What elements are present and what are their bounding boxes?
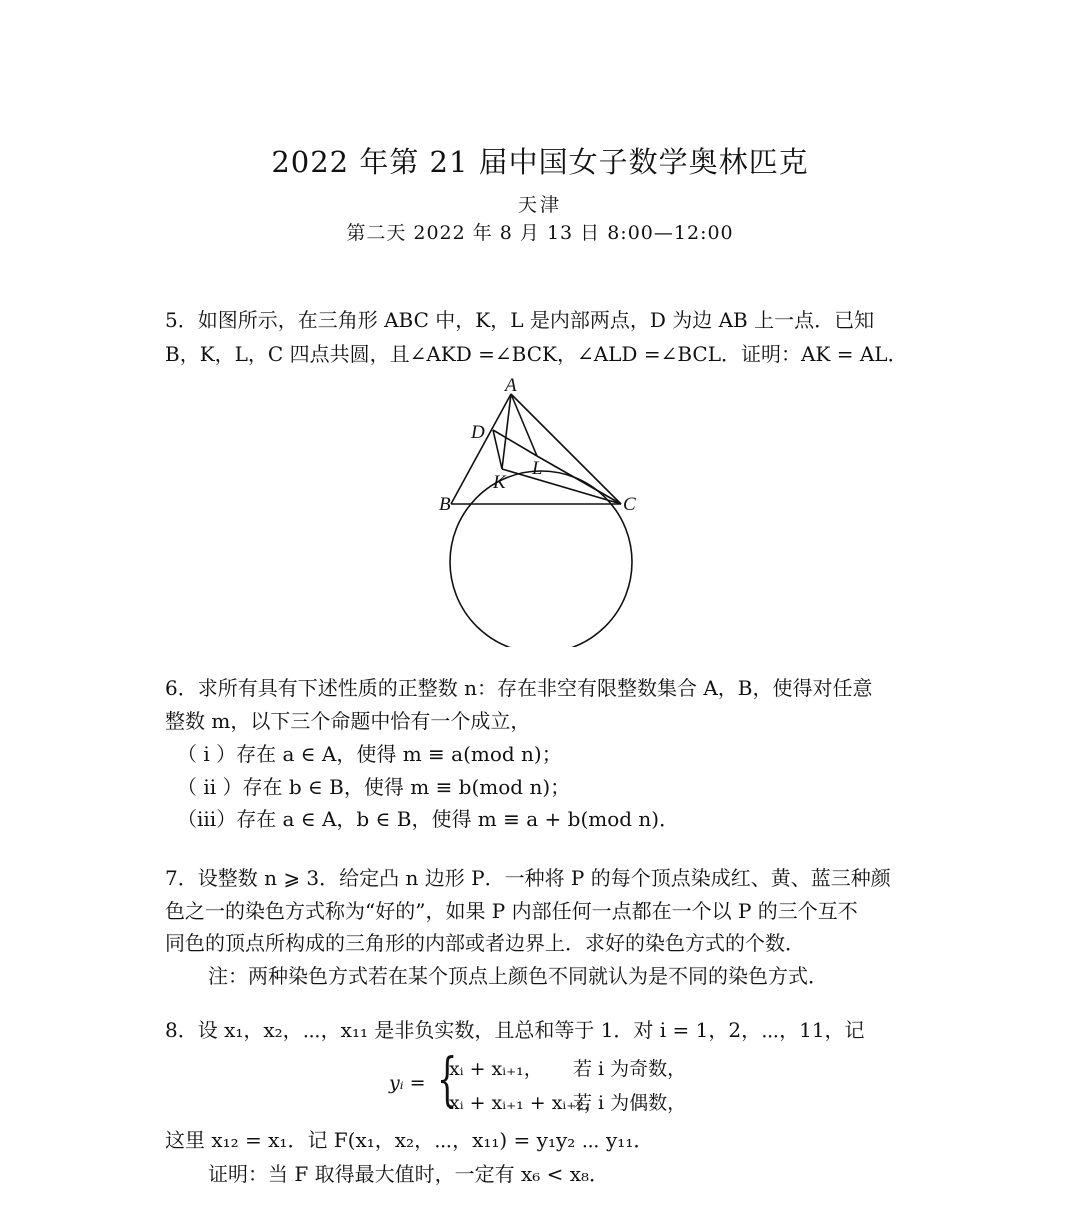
problem5-line2: B，K，L，C 四点共圆，且∠AKD =∠BCK，∠ALD =∠BCL．证明：AK = AL． [165, 342, 908, 366]
case-even-cond: 若 i 为偶数， [573, 1092, 687, 1114]
page-title: 2022 年第 21 届中国女子数学奥林匹克 [271, 145, 809, 179]
segment-lc [537, 456, 621, 504]
problem8-line3: 证明：当 F 取得最大值时，一定有 x₆ < x₈． [208, 1162, 610, 1186]
label-l: L [532, 458, 543, 479]
label-c: C [623, 494, 636, 515]
case-even-expr: xᵢ + xᵢ₊₁ + xᵢ₊₂， [449, 1092, 603, 1114]
problem7-line1: 7．设整数 n ⩾ 3．给定凸 n 边形 P．一种将 P 的每个顶点染成红、黄、蓝三种颜 [165, 866, 891, 890]
problem6-line2: 整数 m，以下三个命题中恰有一个成立， [165, 709, 531, 733]
problem6-item2: （ ii ）存在 b ∈ B，使得 m ≡ b(mod n)； [177, 775, 571, 799]
case-odd-cond: 若 i 为奇数， [573, 1058, 687, 1080]
segment-al [511, 394, 537, 456]
label-k: K [493, 472, 506, 493]
left-brace: { [437, 1045, 458, 1113]
problem7-note: 注：两种染色方式若在某个顶点上颜色不同就认为是不同的染色方式． [208, 964, 828, 988]
exam-date: 第二天 2022 年 8 月 13 日 8:00—12:00 [346, 222, 734, 244]
yi-lhs: yᵢ = [389, 1072, 426, 1094]
problem6-line1: 6．求所有具有下述性质的正整数 n：存在非空有限整数集合 A，B，使得对任意 [165, 676, 873, 700]
label-a: A [505, 375, 517, 396]
case-odd-expr: xᵢ + xᵢ₊₁， [449, 1058, 543, 1080]
yi-piecewise-formula [385, 1045, 725, 1120]
problem6-item3: （iii）存在 a ∈ A，b ∈ B，使得 m ≡ a + b(mod n)． [177, 807, 680, 831]
problem7-line3: 同色的顶点所构成的三角形的内部或者边界上．求好的染色方式的个数． [165, 931, 805, 955]
problem7-line2: 色之一的染色方式称为“好的”，如果 P 内部任何一点都在一个以 P 的三个互不 [165, 899, 858, 923]
problem8-line1: 8．设 x₁，x₂，⋯，x₁₁ 是非负实数，且总和等于 1．对 i = 1，2，⋯，11，记 [165, 1018, 865, 1042]
label-b: B [439, 494, 451, 515]
exam-location: 天津 [517, 194, 562, 216]
problem5-line1: 5．如图所示，在三角形 ABC 中，K，L 是内部两点，D 为边 AB 上一点．已知 [165, 308, 875, 332]
geometry-figure [425, 372, 665, 647]
problem8-line2: 这里 x₁₂ = x₁．记 F(x₁，x₂，⋯，x₁₁) = y₁y₂ ⋯ y₁₁． [165, 1128, 654, 1152]
segment-ak [502, 394, 511, 469]
circle-bklc [450, 471, 632, 647]
label-d: D [471, 422, 485, 443]
segment-dk [493, 430, 502, 469]
segment-dl [493, 430, 537, 456]
problem6-item1: （ i ）存在 a ∈ A，使得 m ≡ a(mod n)； [177, 742, 562, 766]
